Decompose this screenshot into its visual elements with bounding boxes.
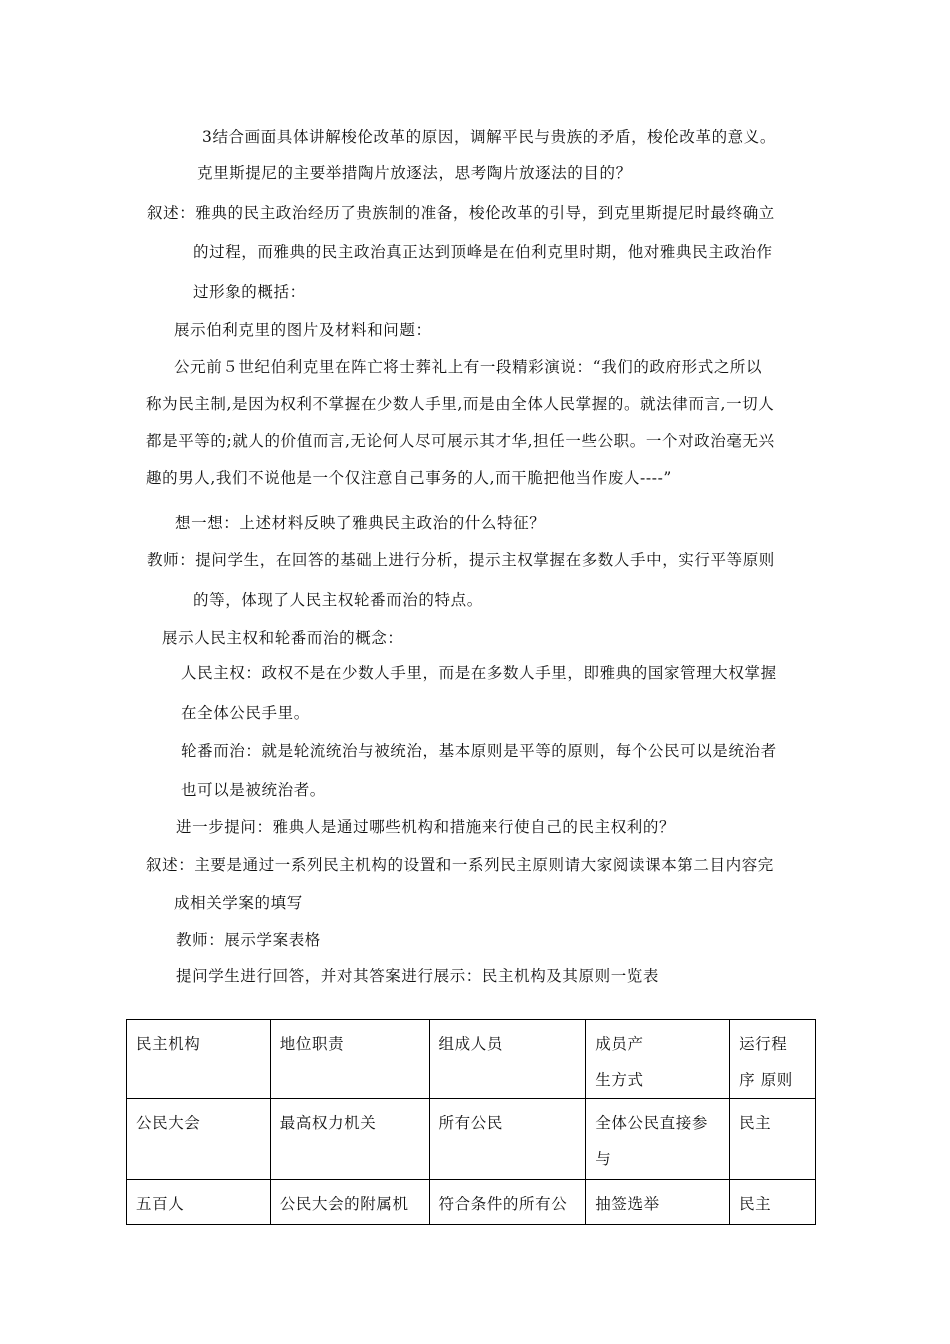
text-line: 也可以是被统治者。 [181, 781, 326, 799]
table-header-cell [730, 1020, 816, 1099]
cell-line: 全体公民直接参 [595, 1114, 708, 1132]
text-line: 过形象的概括： [193, 283, 306, 301]
text-line: 在全体公民手里。 [181, 704, 310, 722]
text-line: 都是平等的;就人的价值而言,无论何人尽可展示其才华,担任一些公职。一个对政治毫无兴 [146, 432, 775, 450]
table-cell: 民主 [730, 1180, 816, 1225]
text-line: 称为民主制,是因为权利不掌握在少数人手里,而是由全体人民掌握的。就法律而言,一切人 [146, 395, 775, 413]
text-line: 展示人民主权和轮番而治的概念： [162, 629, 404, 647]
democracy-institutions-table [126, 1019, 816, 1225]
text-line: 公元前５世纪伯利克里在阵亡将士葬礼上有一段精彩演说：“我们的政府形式之所以 [174, 358, 763, 376]
table-row [127, 1180, 816, 1225]
text-line: 克里斯提尼的主要举措陶片放逐法，思考陶片放逐法的目的？ [197, 164, 632, 182]
text-line: 叙述：主要是通过一系列民主机构的设置和一系列民主原则请大家阅读课本第二目内容完 [146, 856, 774, 874]
table-cell: 公民大会 [127, 1099, 271, 1180]
table-cell: 符合条件的所有公 [429, 1180, 586, 1225]
text-line: 3结合画面具体讲解梭伦改革的原因，调解平民与贵族的矛盾，梭伦改革的意义。 [202, 128, 776, 146]
table-header-cell: 民主机构 [127, 1020, 271, 1099]
table-header-row [127, 1020, 816, 1099]
text-line: 趣的男人,我们不说他是一个仅注意自己事务的人,而干脆把他当作废人----” [146, 469, 672, 487]
table-cell: 最高权力机关 [270, 1099, 429, 1180]
table-cell: 抽签选举 [586, 1180, 730, 1225]
text-line: 的过程，而雅典的民主政治真正达到顶峰是在伯利克里时期，他对雅典民主政治作 [193, 243, 773, 261]
table-cell: 所有公民 [429, 1099, 586, 1180]
text-line: 展示伯利克里的图片及材料和问题： [174, 321, 432, 339]
cell-line: 生方式 [595, 1071, 644, 1089]
table-header-cell [586, 1020, 730, 1099]
cell-line: 与 [595, 1150, 612, 1168]
text-line: 轮番而治：就是轮流统治与被统治，基本原则是平等的原则，每个公民可以是统治者 [181, 742, 777, 760]
text-line: 想一想：上述材料反映了雅典民主政治的什么特征？ [175, 514, 546, 532]
table-cell: 五百人 [127, 1180, 271, 1225]
text-line: 提问学生进行回答，并对其答案进行展示：民主机构及其原则一览表 [176, 967, 660, 985]
cell-line: 序 原则 [739, 1071, 793, 1089]
table-cell [586, 1099, 730, 1180]
text-line: 的等，体现了人民主权轮番而治的特点。 [193, 591, 483, 609]
table-row [127, 1099, 816, 1180]
table-cell: 民主 [730, 1099, 816, 1180]
text-line: 教师：提问学生，在回答的基础上进行分析，提示主权掌握在多数人手中，实行平等原则 [147, 551, 775, 569]
text-line: 人民主权：政权不是在少数人手里，而是在多数人手里，即雅典的国家管理大权掌握 [181, 664, 777, 682]
table-header-cell: 组成人员 [429, 1020, 586, 1099]
table-cell: 公民大会的附属机 [270, 1180, 429, 1225]
cell-line: 运行程 [739, 1035, 788, 1053]
table-header-cell: 地位职责 [270, 1020, 429, 1099]
text-line: 叙述：雅典的民主政治经历了贵族制的准备，梭伦改革的引导，到克里斯提尼时最终确立 [147, 204, 775, 222]
text-line: 教师：展示学案表格 [176, 931, 321, 949]
cell-line: 成员产 [595, 1035, 644, 1053]
text-line: 成相关学案的填写 [174, 894, 303, 912]
text-line: 进一步提问：雅典人是通过哪些机构和措施来行使自己的民主权利的？ [176, 818, 676, 836]
